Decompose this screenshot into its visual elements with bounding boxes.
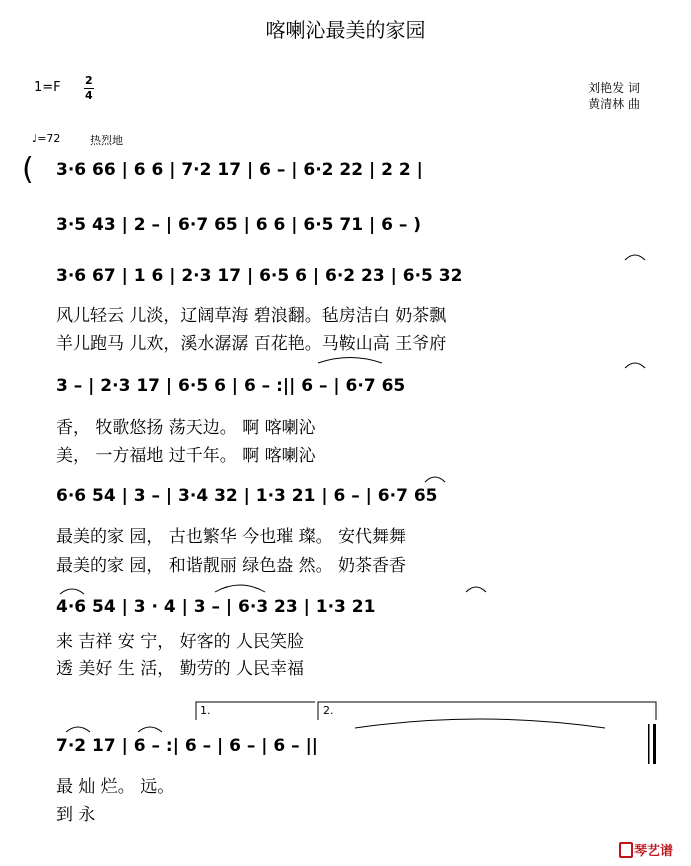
credit-lyrics: 刘艳发 词	[588, 81, 640, 95]
volta-2-bracket	[318, 702, 656, 720]
final-barline-thick	[653, 724, 656, 764]
slur-mark	[425, 477, 445, 482]
volta-2-label: 2.	[323, 704, 334, 717]
slur-mark	[625, 363, 645, 368]
slur-mark	[466, 587, 486, 592]
key-signature: 1=F	[34, 80, 61, 95]
row-4-notes: 3 – | 2·3 17 | 6·5 6 | 6 – :|| 6 – | 6·7 65	[56, 376, 406, 396]
slur-mark	[215, 585, 265, 592]
row-6-notes: 4·6 54 | 3 · 4 | 3 – | 6·3 23 | 1·3 21	[56, 597, 376, 617]
row-4-lyric-verse-2: 美， 一方福地 过千年。 啊 喀喇沁	[56, 446, 316, 466]
slur-mark	[625, 255, 645, 260]
row-7-notes: 7·2 17 | 6 – :| 6 – | 6 – | 6 – ||	[56, 736, 318, 756]
time-signature-top: 2	[85, 74, 93, 87]
row-2-notes: 3·5 43 | 2 – | 6·7 65 | 6 6 | 6·5 71 | 6 – )	[56, 215, 422, 235]
watermark-icon	[619, 842, 633, 858]
song-title: 喀喇沁最美的家园	[265, 18, 426, 42]
row-5-lyric-verse-1: 最美的家 园， 古也繁华 今也璀 璨。 安代舞舞	[56, 527, 407, 547]
tempo-marking: ♩=72	[32, 132, 61, 145]
slur-mark	[60, 589, 84, 594]
row-6-lyric-verse-1: 来 吉祥 安 宁， 好客的 人民笑脸	[56, 632, 305, 652]
volta-1-label: 1.	[200, 704, 211, 717]
row-5-lyric-verse-2: 最美的家 园， 和谐靓丽 绿色盎 然。 奶茶香香	[56, 556, 407, 576]
volta-1-bracket	[196, 702, 315, 720]
row-3-notes: 3·6 67 | 1 6 | 2·3 17 | 6·5 6 | 6·2 23 | 6·5 32	[56, 266, 463, 286]
final-barline-thin	[648, 724, 650, 764]
slur-mark	[318, 358, 382, 364]
watermark-text: 琴艺谱	[634, 844, 674, 859]
slur-mark	[66, 727, 90, 732]
time-signature-bottom: 4	[85, 89, 93, 102]
slur-mark	[355, 719, 605, 728]
row-5-notes: 6·6 54 | 3 – | 3·4 32 | 1·3 21 | 6 – | 6·7 65	[56, 486, 438, 506]
expression-marking: 热烈地	[90, 134, 123, 147]
intro-open-paren: (	[22, 152, 34, 187]
row-1-notes: 3·6 66 | 6 6 | 7·2 17 | 6 – | 6·2 22 | 2 2 |	[56, 160, 423, 180]
credit-music: 黄清林 曲	[588, 97, 640, 111]
row-3-lyric-verse-1: 风儿轻云 儿淡，辽阔草海 碧浪翻。毡房洁白 奶茶飘	[56, 306, 447, 326]
row-7-lyric-verse-2: 到 永	[56, 805, 96, 825]
row-6-lyric-verse-2: 透 美好 生 活， 勤劳的 人民幸福	[56, 659, 305, 679]
slur-mark	[138, 727, 162, 732]
row-3-lyric-verse-2: 羊儿跑马 儿欢，溪水潺潺 百花艳。马鞍山高 王爷府	[56, 334, 447, 354]
row-7-lyric-verse-1: 最 灿 烂。 远。	[56, 777, 175, 797]
row-4-lyric-verse-1: 香， 牧歌悠扬 荡天边。 啊 喀喇沁	[56, 418, 316, 438]
